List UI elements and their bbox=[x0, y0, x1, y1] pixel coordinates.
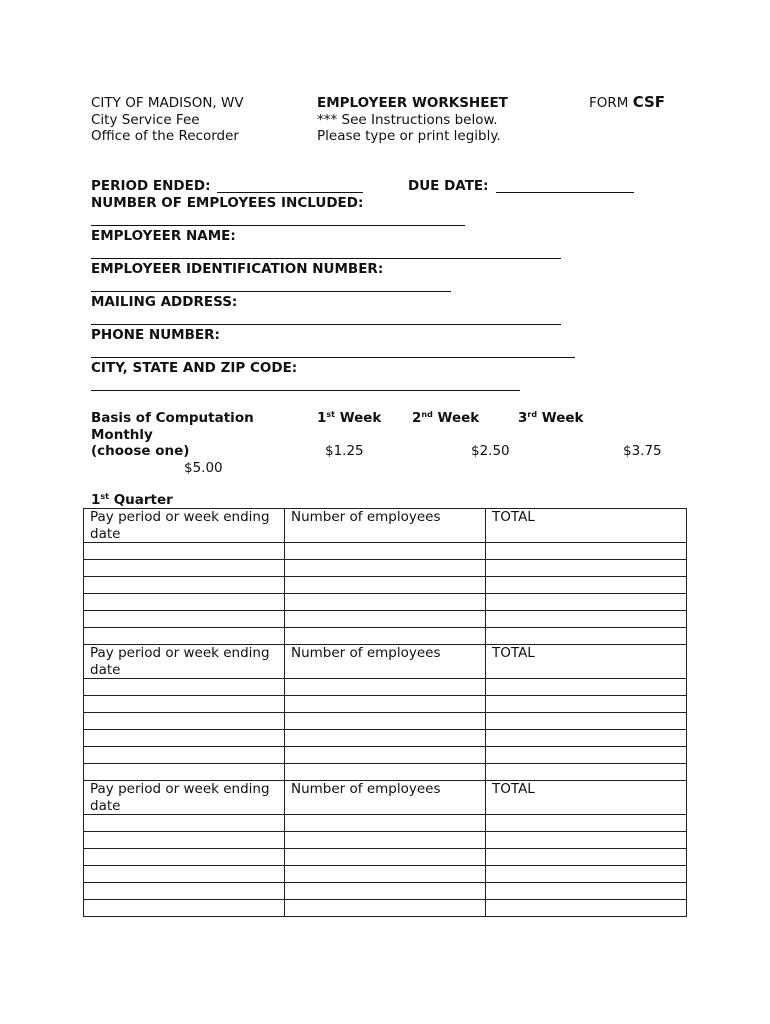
pay-period-cell[interactable] bbox=[84, 730, 285, 747]
table-row bbox=[84, 679, 687, 696]
week3-word: Week bbox=[541, 410, 584, 426]
pay-period-cell[interactable] bbox=[84, 883, 285, 900]
pay-period-cell[interactable] bbox=[84, 594, 285, 611]
col-header-total: TOTAL bbox=[486, 781, 687, 815]
employees-cell[interactable] bbox=[285, 577, 486, 594]
table-row bbox=[84, 747, 687, 764]
pay-period-cell[interactable] bbox=[84, 764, 285, 781]
price-monthly[interactable]: $5.00 bbox=[184, 460, 223, 476]
total-cell[interactable] bbox=[486, 577, 687, 594]
table-header-row bbox=[84, 509, 687, 543]
quarter-heading bbox=[91, 492, 173, 508]
col-header-total: TOTAL bbox=[486, 645, 687, 679]
week3-sup: rd bbox=[527, 410, 538, 419]
employees-cell[interactable] bbox=[285, 560, 486, 577]
week3-heading bbox=[518, 410, 583, 426]
total-cell[interactable] bbox=[486, 832, 687, 849]
table-row bbox=[84, 577, 687, 594]
mailing-address-label: MAILING ADDRESS: bbox=[91, 294, 238, 310]
quarter-sup: st bbox=[100, 492, 109, 501]
table-row bbox=[84, 883, 687, 900]
phone-label: PHONE NUMBER: bbox=[91, 327, 220, 343]
pay-period-cell[interactable] bbox=[84, 611, 285, 628]
pay-period-cell[interactable] bbox=[84, 628, 285, 645]
col-header-pay-period: Pay period or week ending date bbox=[84, 781, 285, 815]
pay-period-cell[interactable] bbox=[84, 866, 285, 883]
employees-cell[interactable] bbox=[285, 594, 486, 611]
col-header-employees: Number of employees bbox=[285, 781, 486, 815]
table-row bbox=[84, 815, 687, 832]
price-week2[interactable]: $2.50 bbox=[471, 443, 510, 459]
week2-sup: nd bbox=[421, 410, 433, 419]
week1-sup: st bbox=[326, 410, 335, 419]
total-cell[interactable] bbox=[486, 900, 687, 917]
basis-line3: (choose one) bbox=[91, 443, 190, 459]
table-row bbox=[84, 832, 687, 849]
header-center bbox=[317, 95, 508, 145]
total-cell[interactable] bbox=[486, 628, 687, 645]
office-name: Office of the Recorder bbox=[91, 128, 239, 144]
price-week3[interactable]: $3.75 bbox=[623, 443, 662, 459]
mailing-address-blank[interactable] bbox=[91, 324, 561, 325]
employees-cell[interactable] bbox=[285, 747, 486, 764]
fee-name: City Service Fee bbox=[91, 111, 200, 128]
week1-word: Week bbox=[339, 410, 382, 426]
total-cell[interactable] bbox=[486, 543, 687, 560]
week1-num: 1 bbox=[317, 410, 327, 426]
col-header-pay-period: Pay period or week ending date bbox=[84, 645, 285, 679]
table-row bbox=[84, 543, 687, 560]
instructions-note: *** See Instructions below. bbox=[317, 111, 498, 128]
col-header-employees: Number of employees bbox=[285, 645, 486, 679]
quarter-table bbox=[83, 508, 687, 917]
employees-cell[interactable] bbox=[285, 832, 486, 849]
form-prefix: FORM bbox=[589, 95, 629, 111]
worksheet-title: EMPLOYEER WORKSHEET bbox=[317, 95, 508, 111]
col-header-pay-period: Pay period or week ending date bbox=[84, 509, 285, 543]
pay-period-cell[interactable] bbox=[84, 713, 285, 730]
employees-cell[interactable] bbox=[285, 679, 486, 696]
table-row bbox=[84, 594, 687, 611]
total-cell[interactable] bbox=[486, 747, 687, 764]
table-row bbox=[84, 849, 687, 866]
num-employees-label: NUMBER OF EMPLOYEES INCLUDED: bbox=[91, 195, 364, 211]
basis-line2: Monthly bbox=[91, 426, 153, 443]
col-header-employees: Number of employees bbox=[285, 509, 486, 543]
table-row bbox=[84, 764, 687, 781]
header-left bbox=[91, 95, 244, 145]
total-cell[interactable] bbox=[486, 696, 687, 713]
table-row bbox=[84, 866, 687, 883]
employees-cell[interactable] bbox=[285, 696, 486, 713]
period-ended-blank[interactable] bbox=[217, 192, 363, 193]
pay-period-cell[interactable] bbox=[84, 747, 285, 764]
table-header-row bbox=[84, 645, 687, 679]
table-row bbox=[84, 560, 687, 577]
week2-heading bbox=[412, 410, 479, 426]
city-state-zip-label: CITY, STATE AND ZIP CODE: bbox=[91, 360, 298, 376]
quarter-num: 1 bbox=[91, 492, 101, 508]
pay-period-cell[interactable] bbox=[84, 679, 285, 696]
ein-blank[interactable] bbox=[91, 291, 451, 292]
week2-word: Week bbox=[437, 410, 480, 426]
pay-period-cell[interactable] bbox=[84, 577, 285, 594]
total-cell[interactable] bbox=[486, 883, 687, 900]
period-ended-label: PERIOD ENDED: bbox=[91, 178, 211, 194]
table-row bbox=[84, 696, 687, 713]
total-cell[interactable] bbox=[486, 713, 687, 730]
basis-line1: Basis of Computation bbox=[91, 410, 254, 426]
price-week1[interactable]: $1.25 bbox=[325, 443, 364, 459]
employees-cell[interactable] bbox=[285, 543, 486, 560]
employees-cell[interactable] bbox=[285, 866, 486, 883]
due-date-label: DUE DATE: bbox=[408, 178, 489, 194]
city-state-zip-blank[interactable] bbox=[91, 390, 520, 391]
pay-period-cell[interactable] bbox=[84, 543, 285, 560]
employees-cell[interactable] bbox=[285, 815, 486, 832]
week1-heading bbox=[317, 410, 381, 426]
total-cell[interactable] bbox=[486, 764, 687, 781]
basis-label bbox=[91, 410, 254, 460]
pay-period-cell[interactable] bbox=[84, 900, 285, 917]
col-header-total: TOTAL bbox=[486, 509, 687, 543]
employer-name-label: EMPLOYEER NAME: bbox=[91, 228, 236, 244]
employees-cell[interactable] bbox=[285, 713, 486, 730]
quarter-word: Quarter bbox=[113, 492, 173, 508]
total-cell[interactable] bbox=[486, 815, 687, 832]
legibly-note: Please type or print legibly. bbox=[317, 128, 501, 144]
total-cell[interactable] bbox=[486, 594, 687, 611]
total-cell[interactable] bbox=[486, 866, 687, 883]
total-cell[interactable] bbox=[486, 849, 687, 866]
pay-period-cell[interactable] bbox=[84, 560, 285, 577]
pay-period-cell[interactable] bbox=[84, 849, 285, 866]
due-date-blank[interactable] bbox=[496, 192, 634, 193]
total-cell[interactable] bbox=[486, 560, 687, 577]
total-cell[interactable] bbox=[486, 730, 687, 747]
employees-cell[interactable] bbox=[285, 883, 486, 900]
form-id bbox=[589, 93, 665, 111]
table-row bbox=[84, 611, 687, 628]
total-cell[interactable] bbox=[486, 679, 687, 696]
employees-cell[interactable] bbox=[285, 628, 486, 645]
employees-cell[interactable] bbox=[285, 611, 486, 628]
table-header-row bbox=[84, 781, 687, 815]
pay-period-cell[interactable] bbox=[84, 696, 285, 713]
table-row bbox=[84, 713, 687, 730]
week3-num: 3 bbox=[518, 410, 528, 426]
table-row bbox=[84, 628, 687, 645]
employees-cell[interactable] bbox=[285, 730, 486, 747]
total-cell[interactable] bbox=[486, 611, 687, 628]
week2-num: 2 bbox=[412, 410, 422, 426]
ein-label: EMPLOYEER IDENTIFICATION NUMBER: bbox=[91, 261, 384, 277]
pay-period-cell[interactable] bbox=[84, 832, 285, 849]
employees-cell[interactable] bbox=[285, 900, 486, 917]
city-name: CITY OF MADISON, WV bbox=[91, 95, 244, 111]
employees-cell[interactable] bbox=[285, 849, 486, 866]
employees-cell[interactable] bbox=[285, 764, 486, 781]
phone-blank[interactable] bbox=[91, 357, 575, 358]
num-employees-blank[interactable] bbox=[91, 225, 465, 226]
pay-period-cell[interactable] bbox=[84, 815, 285, 832]
table-row bbox=[84, 730, 687, 747]
table-row bbox=[84, 900, 687, 917]
form-code: CSF bbox=[632, 93, 666, 111]
employer-name-blank[interactable] bbox=[91, 258, 561, 259]
